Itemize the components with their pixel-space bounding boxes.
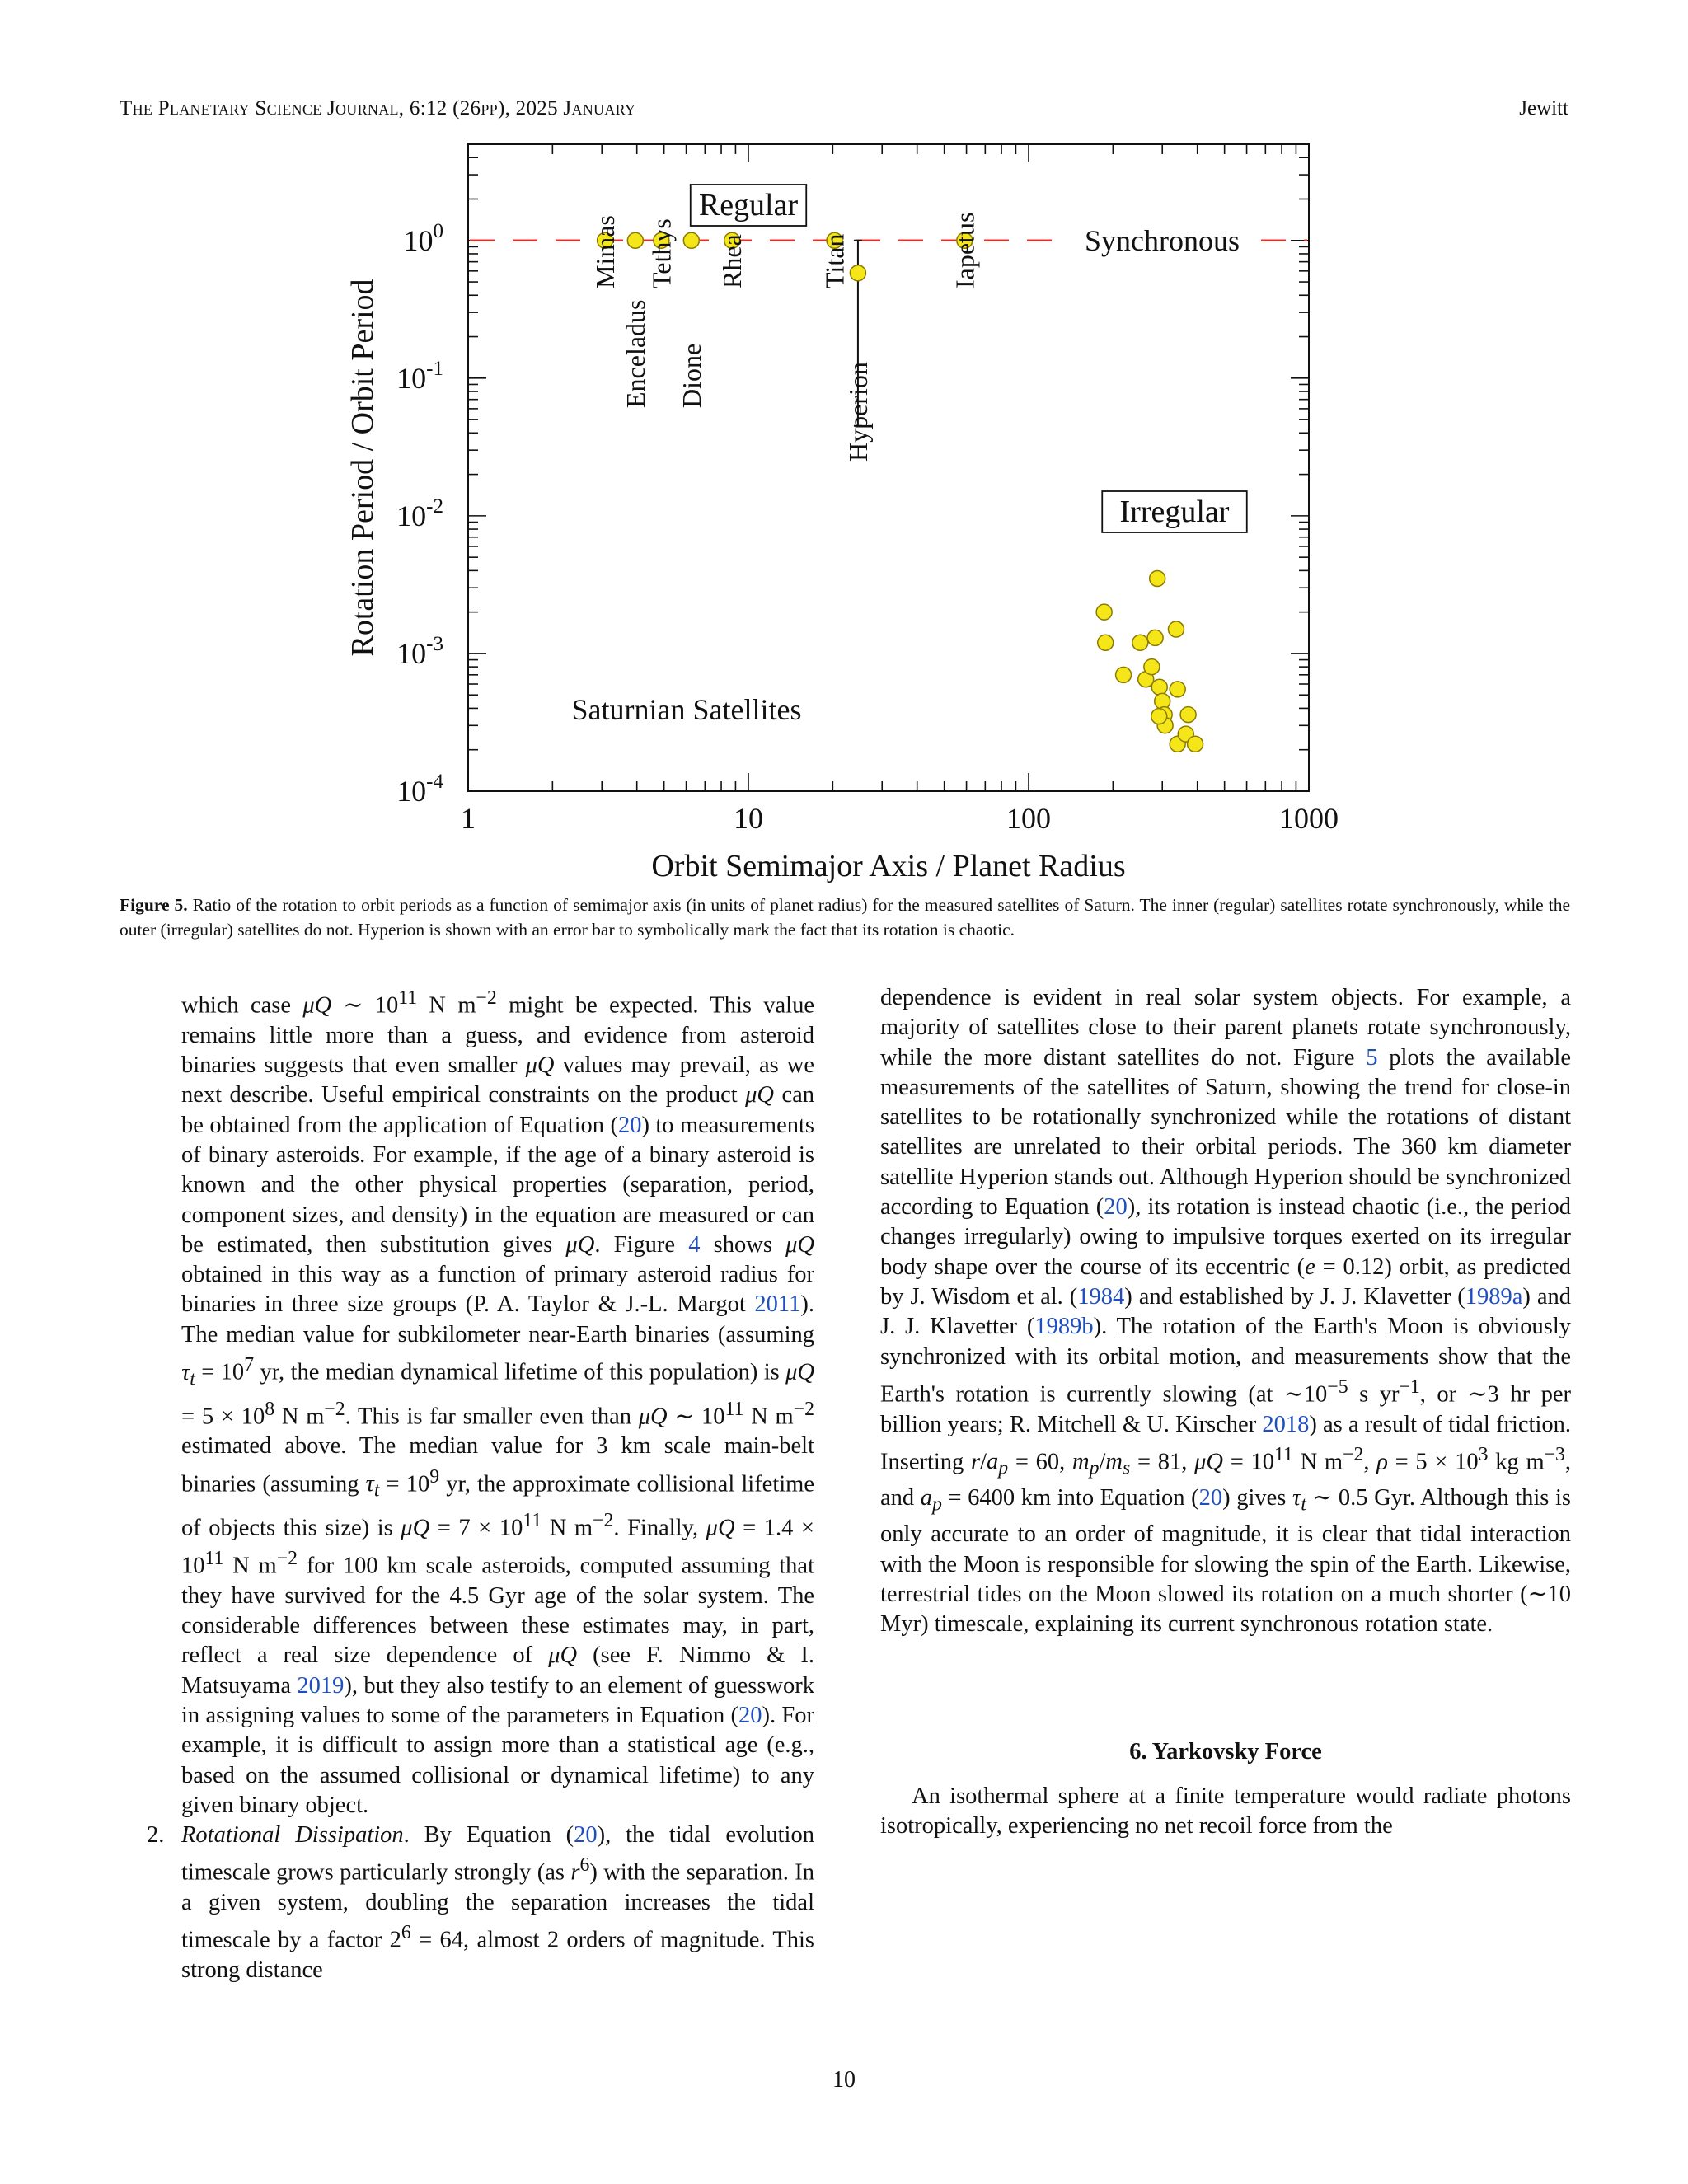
paragraph: An isothermal sphere at a finite temperature would radiate photons isotropically, experiencing no net recoil force from the bbox=[880, 1783, 1571, 1840]
satellite-point bbox=[1132, 635, 1148, 650]
citation-link[interactable]: 1989b bbox=[1034, 1314, 1094, 1340]
satellite-label: Enceladus bbox=[620, 299, 650, 408]
system-label: Saturnian Satellites bbox=[571, 693, 802, 726]
satellite-label: Tethys bbox=[646, 218, 677, 288]
regular-label: Regular bbox=[698, 188, 799, 223]
satellite-point bbox=[683, 232, 699, 248]
equation-link[interactable]: 20 bbox=[574, 1822, 598, 1849]
figure-label: Figure 5. bbox=[120, 895, 188, 915]
journal-citation: The Planetary Science Journal, 6:12 (26pp), 2025 January bbox=[120, 97, 636, 120]
x-axis-label: Orbit Semimajor Axis / Planet Radius bbox=[651, 849, 1126, 883]
page-number: 10 bbox=[832, 2067, 856, 2093]
satellite-point bbox=[1147, 630, 1163, 645]
paragraph: dependence is evident in real solar system objects. For example, a majority of satellites close to their parent planets rotate synchronously, while the more distant satellites do not. Figure 5 plots the available measurements of the satellites of Saturn, showing the trend for close-in satellites to be rotationally synchronized while the rotations of distant satellites are unrelated to their orbital periods. The 360 km diameter satellite Hyperion stands out. Although Hyperion should be synchronized according to Equation (20), its rotation is instead chaotic (i.e., the period changes irregularly) owing to impulsive torques exerted on its irregular body shape over the course of its eccentric (e = 0.12) orbit, as predicted by J. Wisdom et al. (1984) and established by J. J. Klavetter (1989a) and J. J. Klavetter (1989b). The rotation of the Earth's Moon is obviously synchronized with its orbital motion, and measurements show that the Earth's rotation is currently slowing (at $\sim 10^{-5}$ s $yr^{-1}$, or ∼3 hr per billion years; R. Mitchell & U. Kirscher 2018) as a result of tidal friction. Inserting $r/a_p = 60$, $m_p/m_s = 81$, $\mu Q = 10^{11}$ N $m^{-2}$, $\rho = 5 \times 10^3$ kg $m^{-3}$, and $a_p = 6400$ km into Equation (20) gives $\tau_t$ ∼ 0.5 Gyr. Although this is only accurate to an order of magnitude, it is clear that tidal interaction with the Moon is responsible for slowing the spin of the Earth. Likewise, terrestrial tides on the Moon slowed its rotation on a much shorter (∼10 Myr) timescale, explaining its current synchronous rotation state. bbox=[880, 985, 1572, 1638]
synchronous-label: Synchronous bbox=[1085, 223, 1240, 257]
irregular-label: Irregular bbox=[1119, 494, 1230, 529]
item-number: 2. bbox=[147, 1822, 165, 1849]
paragraph: which case μQ ∼ $10^{11}$ N $m^{-2}$ might be expected. This value remains little more than a guess, and evidence from asteroid binaries suggests that even smaller μQ values may prevail, as we next describe. Useful empirical constraints on the product μQ can be obtained from the application of Equation (20) to measurements of binary asteroids. For example, if the age of a binary asteroid is known and the other physical properties (separation, period, component sizes, and density) in the equation are measured or can be estimated, then substitution gives μQ. Figure 4 shows μQ obtained in this way as a function of primary asteroid radius for binaries in three size groups (P. A. Taylor & J.-L. Margot 2011). The median value for subkilometer near-Earth binaries (assuming $\tau_t = 10^7$ yr, the median dynamical lifetime of this population) is $\mu Q = 5 \times 10^8$ N $m^{-2}$. This is far smaller even than μQ ∼ $10^{11}$ N $m^{-2}$ estimated above. The median value for 3 km scale main-belt binaries (assuming $\tau_t = 10^9$ yr, the approximate collisional lifetime of objects this size) is $\mu Q = 7 \times 10^{11}$ N $m^{-2}$. Finally, $\mu Q = 1.4 \times 10^{11}$ N $m^{-2}$ for 100 km scale asteroids, computed assuming that they have survived for the 4.5 Gyr age of the solar system. The considerable differences between these estimates may, in part, reflect a real size dependence of μQ (see F. Nimmo & I. Matsuyama 2019), but they also testify to an element of guesswork in assigning values to some of the parameters in Equation (20). For example, it is difficult to assign more than a statistical age (e.g., based on the assumed collisional or dynamical lifetime) to any given binary object. bbox=[181, 987, 815, 1818]
y-tick-label: $10^{-1}$ bbox=[396, 357, 443, 395]
y-tick-label: $10^{-4}$ bbox=[396, 771, 443, 808]
satellite-point bbox=[1150, 571, 1165, 587]
satellite-point bbox=[1151, 709, 1167, 724]
citation-link[interactable]: 1989a bbox=[1465, 1283, 1523, 1310]
x-tick-label: 100 bbox=[1006, 802, 1051, 835]
satellite-label: Hyperion bbox=[842, 362, 873, 462]
satellite-label: Rhea bbox=[717, 234, 748, 288]
equation-link[interactable]: 20 bbox=[617, 1112, 642, 1138]
citation-link[interactable]: 1984 bbox=[1077, 1283, 1125, 1310]
satellite-point bbox=[1180, 707, 1196, 723]
equation-link[interactable]: 20 bbox=[1198, 1485, 1223, 1511]
equation-link[interactable]: 20 bbox=[738, 1702, 762, 1728]
y-tick-label: $10^{-2}$ bbox=[396, 494, 443, 532]
satellite-point bbox=[1168, 621, 1184, 637]
section-heading: 6. Yarkovsky Force bbox=[1129, 1738, 1322, 1765]
satellite-point bbox=[1151, 679, 1167, 695]
citation-link[interactable]: 2011 bbox=[754, 1291, 801, 1318]
y-axis-label: Rotation Period / Orbit Period bbox=[345, 279, 380, 657]
satellite-point bbox=[627, 232, 643, 248]
citation-link[interactable]: 2018 bbox=[1262, 1411, 1310, 1437]
satellite-label: Titan bbox=[819, 233, 850, 288]
satellite-point bbox=[1116, 667, 1132, 682]
satellite-point bbox=[1188, 736, 1203, 752]
equation-link[interactable]: 20 bbox=[1104, 1194, 1128, 1221]
satellite-point bbox=[850, 265, 865, 281]
satellite-point bbox=[1096, 604, 1112, 620]
figure-caption-text: Ratio of the rotation to orbit periods as a function of semimajor axis (in units of planet radius) for the measured satellites of Saturn. The inner (regular) satellites rotate synchronously, while the outer (irregular) satellites do not. Hyperion is shown with an error bar to symbolically mark the fact that its rotation is chaotic. bbox=[120, 895, 1570, 940]
satellite-label: Mimas bbox=[590, 215, 621, 288]
left-column bbox=[147, 983, 815, 1986]
x-tick-label: 10 bbox=[734, 802, 763, 835]
y-tick-label: $10^0$ bbox=[403, 219, 443, 257]
figure-5-chart bbox=[0, 0, 1688, 890]
citation-link[interactable]: 2019 bbox=[297, 1672, 345, 1699]
satellite-point bbox=[1144, 659, 1160, 675]
x-tick-label: 1000 bbox=[1279, 802, 1339, 835]
numbered-item: 2. Rotational Dissipation. By Equation (20), the tidal evolution timescale grows particularly strongly (as $r^6$) with the separation. In a given system, doubling the separation increases the tidal timescale by a factor $2^6 = 64$, almost 2 orders of magnitude. This strong distance bbox=[147, 1822, 814, 1984]
figure-link[interactable]: 5 bbox=[1366, 1044, 1378, 1071]
satellite-point bbox=[1170, 682, 1185, 697]
satellite-point bbox=[1098, 635, 1114, 650]
figure-link[interactable]: 4 bbox=[688, 1231, 701, 1258]
y-tick-label: $10^{-3}$ bbox=[396, 632, 443, 670]
satellite-label: Iapetus bbox=[950, 212, 980, 288]
right-column bbox=[880, 983, 1571, 1842]
figure-caption bbox=[120, 893, 1570, 942]
author-name: Jewitt bbox=[1519, 97, 1568, 120]
x-tick-label: 1 bbox=[461, 802, 476, 835]
satellite-label: Dione bbox=[676, 343, 706, 408]
